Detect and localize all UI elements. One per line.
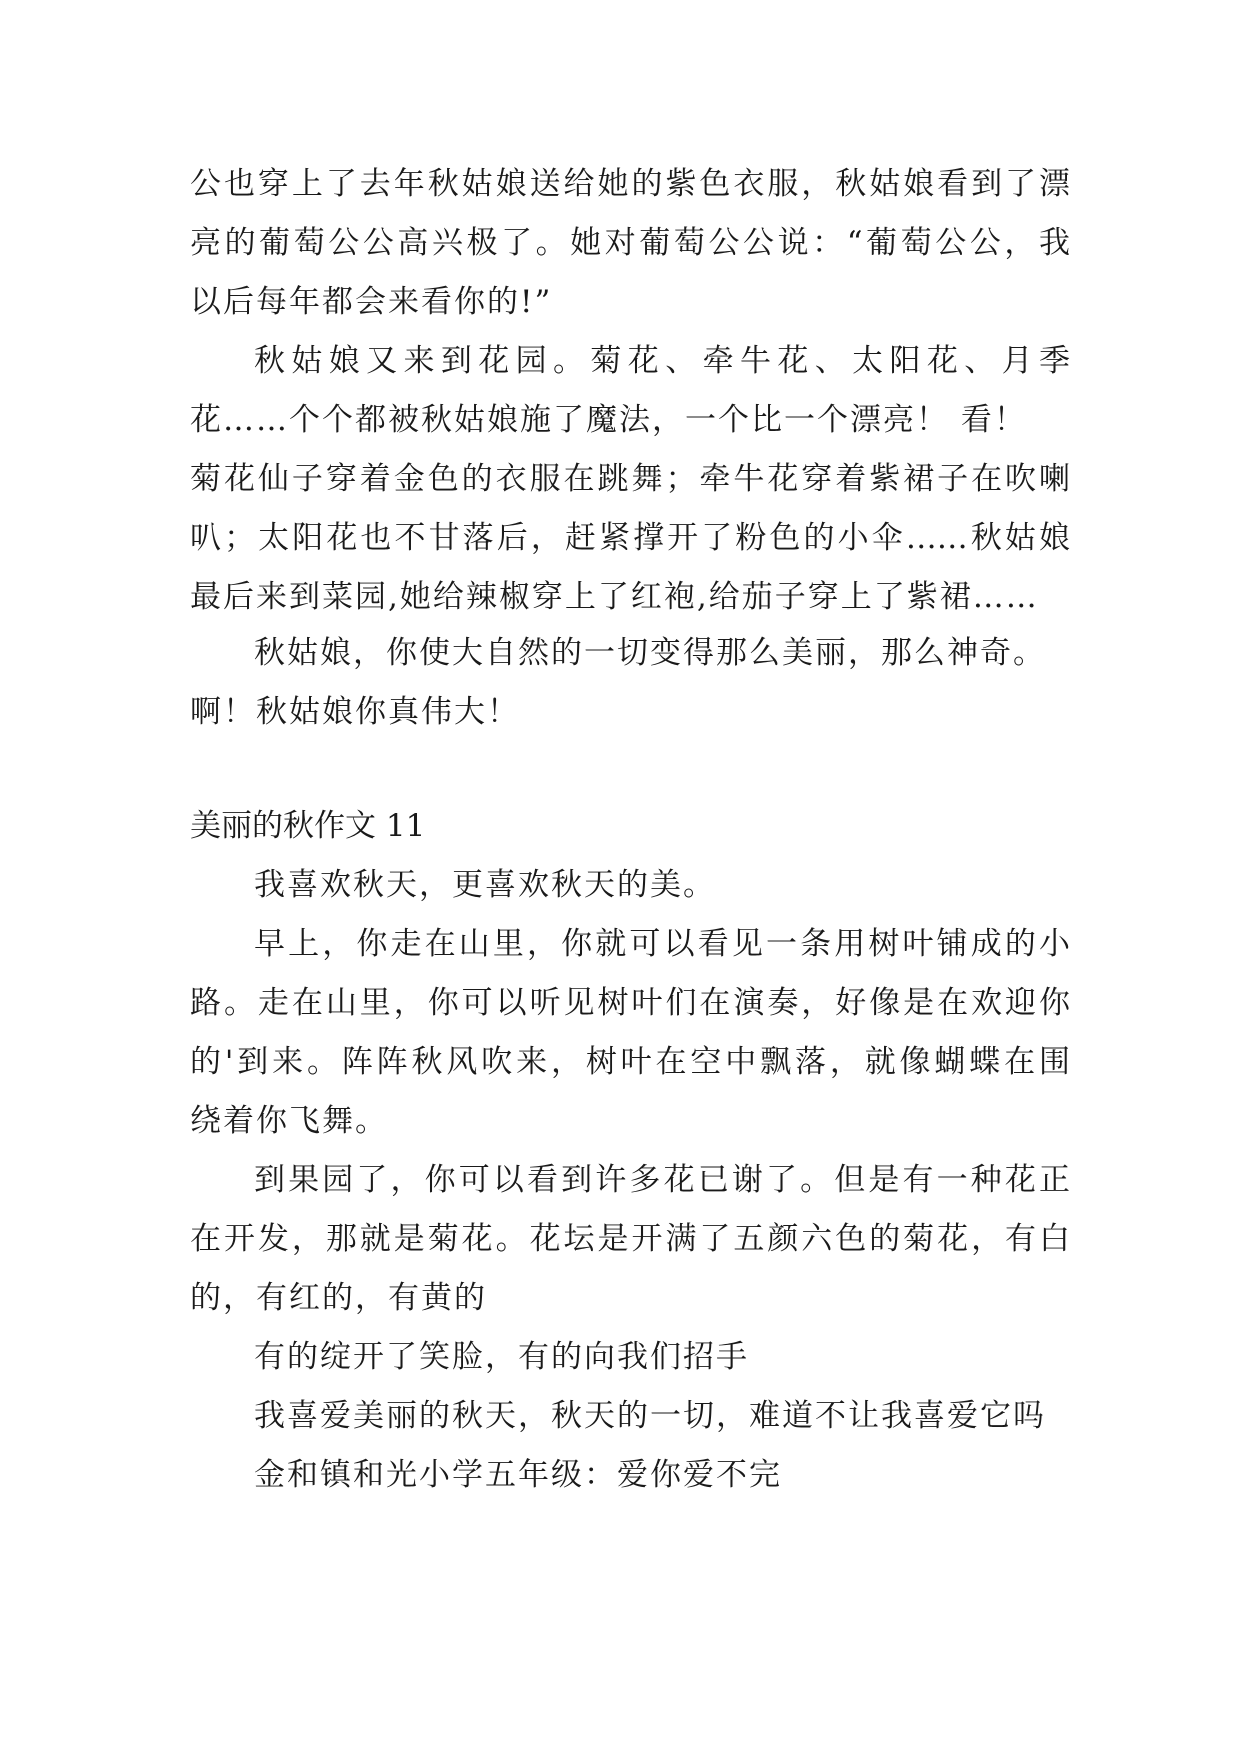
- paragraph-line: 我喜爱美丽的秋天，秋天的一切，难道不让我喜爱它吗: [254, 1398, 1046, 1434]
- paragraph-line: 花……个个都被秋姑娘施了魔法，一个比一个漂亮！ 看！: [190, 402, 1027, 438]
- paragraph-line: 路。走在山里，你可以听见树叶们在演奏，好像是在欢迎你: [190, 985, 1070, 1021]
- paragraph-line: 秋姑娘，你使大自然的一切变得那么美丽，那么神奇。: [254, 635, 1046, 671]
- paragraph-line: 有的绽开了笑脸，有的向我们招手: [254, 1339, 749, 1375]
- paragraph-line: 的，有红的，有黄的: [190, 1280, 487, 1316]
- paragraph-line: 早上，你走在山里，你就可以看见一条用树叶铺成的小: [254, 926, 1070, 962]
- paragraph-line: 公也穿上了去年秋姑娘送给她的紫色衣服，秋姑娘看到了漂: [190, 166, 1070, 202]
- paragraph-line: 金和镇和光小学五年级：爱你爱不完: [254, 1457, 782, 1493]
- paragraph-line: 啊！秋姑娘你真伟大！: [190, 694, 520, 730]
- paragraph-line: 到果园了，你可以看到许多花已谢了。但是有一种花正: [254, 1162, 1070, 1198]
- paragraph-line: 绕着你飞舞。: [190, 1103, 388, 1139]
- paragraph-line: 亮的葡萄公公高兴极了。她对葡萄公公说：“葡萄公公，我: [190, 225, 1070, 261]
- paragraph-line: 菊花仙子穿着金色的衣服在跳舞；牵牛花穿着紫裙子在吹喇: [190, 461, 1070, 497]
- paragraph-line: 叭；太阳花也不甘落后，赶紧撑开了粉色的小伞……秋姑娘: [190, 520, 1070, 556]
- paragraph-line: 在开发，那就是菊花。花坛是开满了五颜六色的菊花，有白: [190, 1221, 1070, 1257]
- paragraph-line: 的'到来。阵阵秋风吹来，树叶在空中飘落，就像蝴蝶在围: [190, 1044, 1070, 1080]
- paragraph-line: 以后每年都会来看你的!”: [190, 284, 553, 320]
- paragraph-line: 秋姑娘又来到花园。菊花、牵牛花、太阳花、月季: [254, 343, 1070, 379]
- essay-title: 美丽的秋作文 11: [190, 808, 426, 844]
- paragraph-line: 我喜欢秋天，更喜欢秋天的美。: [254, 867, 716, 903]
- paragraph-line: 最后来到菜园,她给辣椒穿上了红袍,给茄子穿上了紫裙……: [190, 579, 1039, 615]
